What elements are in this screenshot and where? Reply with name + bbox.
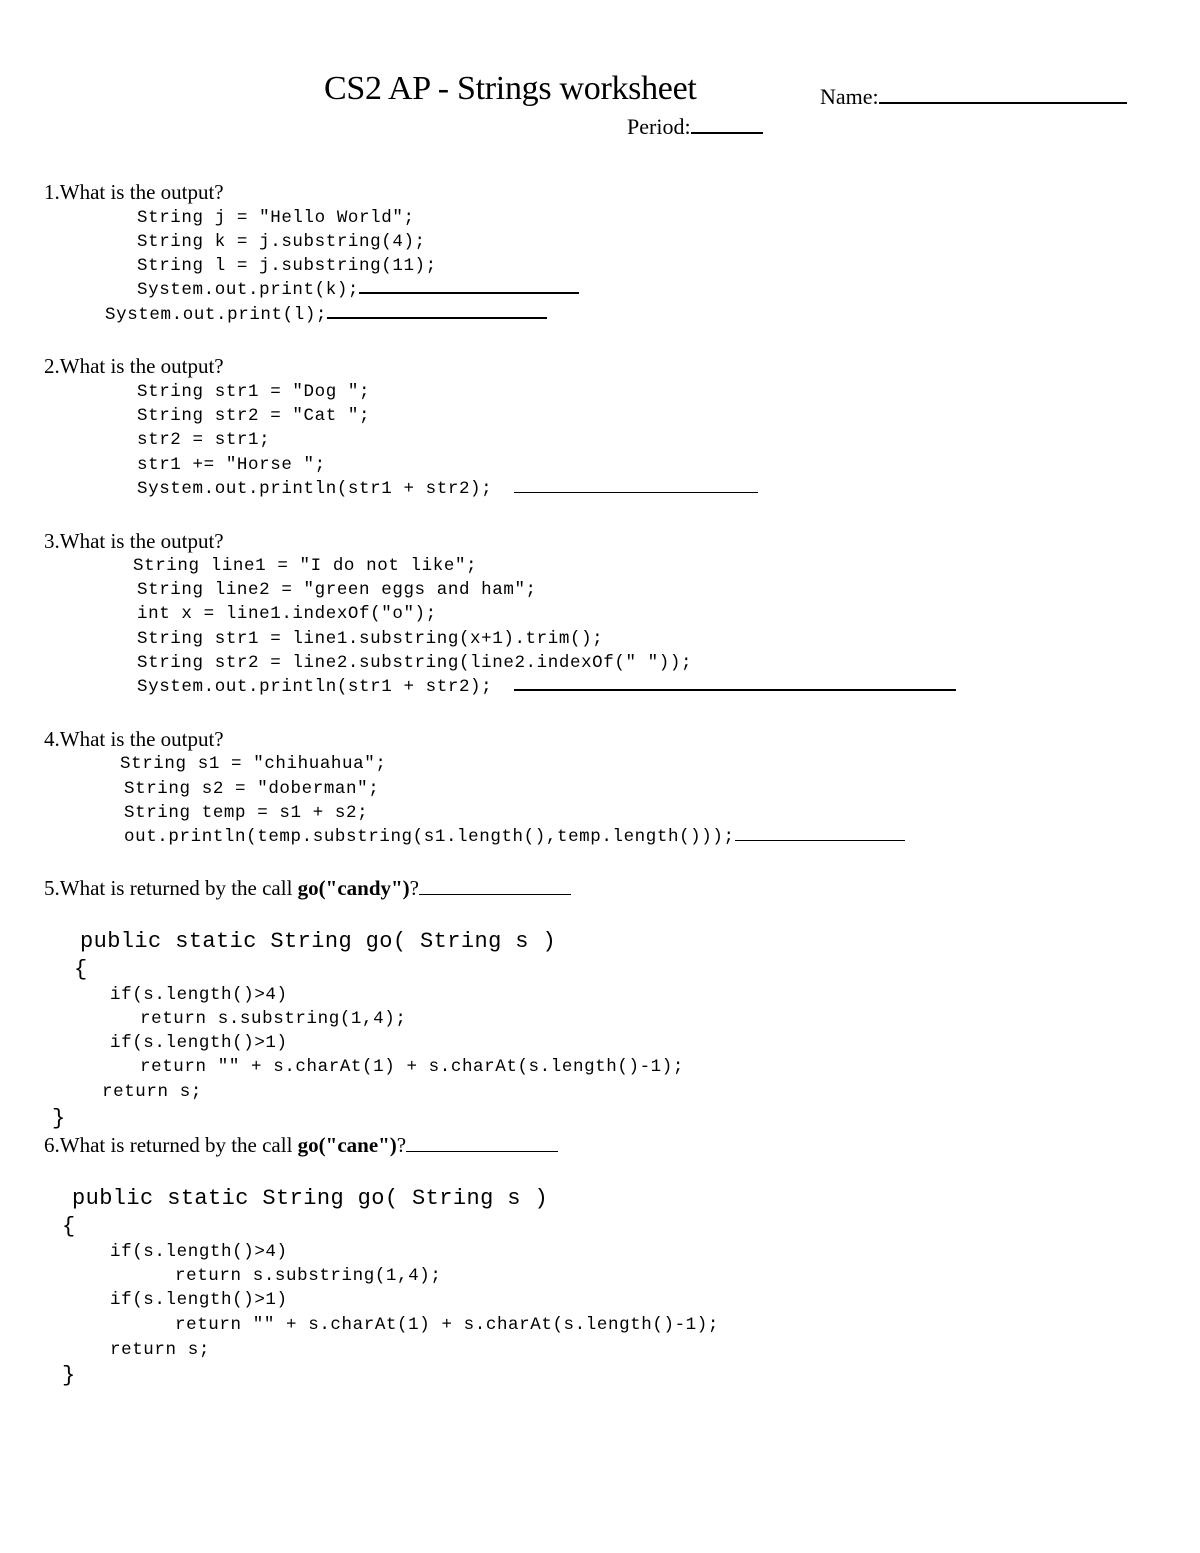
question-4-prompt	[44, 727, 224, 752]
answer-blank[interactable]	[514, 688, 956, 691]
code-line: String temp = s1 + s2;	[124, 803, 369, 823]
code-line: if(s.length()>1)	[110, 1290, 288, 1310]
question-number: 2.	[44, 354, 60, 378]
code-line: if(s.length()>1)	[110, 1033, 288, 1053]
question-2-prompt	[44, 354, 224, 379]
code-line: return "" + s.charAt(1) + s.charAt(s.length()-1);	[140, 1057, 684, 1077]
answer-blank[interactable]	[735, 839, 905, 841]
code-line: }	[52, 1106, 66, 1131]
answer-row	[124, 827, 905, 847]
code-line: int x = line1.indexOf("o");	[137, 604, 437, 624]
code-line: String str1 = line1.substring(x+1).trim();	[137, 629, 604, 649]
code-line: String str2 = line2.substring(line2.indexOf(" "));	[137, 653, 693, 673]
answer-row	[105, 305, 547, 325]
code-line: System.out.print(l);	[105, 305, 328, 325]
code-line: String s2 = "doberman";	[124, 779, 380, 799]
answer-row	[137, 677, 956, 697]
page-title: CS2 AP - Strings worksheet	[324, 70, 697, 107]
code-line: if(s.length()>4)	[110, 985, 288, 1005]
code-line: str1 += "Horse ";	[137, 455, 326, 475]
question-3-prompt	[44, 529, 224, 554]
answer-row	[137, 479, 758, 499]
code-line: str2 = str1;	[137, 430, 271, 450]
question-number: 6.	[44, 1133, 60, 1157]
code-line: return s;	[102, 1082, 202, 1102]
code-line: if(s.length()>4)	[110, 1242, 288, 1262]
code-line: public static String go( String s )	[80, 929, 557, 954]
answer-blank[interactable]	[327, 316, 547, 319]
code-line: return s;	[110, 1340, 210, 1360]
question-5-prompt	[44, 876, 571, 901]
answer-blank[interactable]	[359, 291, 579, 294]
code-line: public static String go( String s )	[72, 1186, 549, 1211]
code-line: String str1 = "Dog ";	[137, 382, 371, 402]
question-text: What is the output?	[59, 180, 224, 204]
answer-blank[interactable]	[406, 1150, 558, 1152]
question-6-prompt	[44, 1133, 558, 1158]
code-line: }	[62, 1363, 76, 1388]
code-line: System.out.print(k);	[137, 280, 360, 300]
name-blank[interactable]	[879, 101, 1127, 104]
question-text: What is the output?	[59, 354, 224, 378]
question-text: What is the output?	[59, 727, 224, 751]
answer-blank[interactable]	[514, 491, 758, 493]
question-mark: ?	[396, 1133, 407, 1157]
code-line: String line1 = "I do not like";	[133, 556, 478, 576]
name-label: Name:	[820, 84, 879, 109]
code-line: System.out.println(str1 + str2);	[137, 677, 493, 697]
code-line: out.println(temp.substring(s1.length(),temp.length()));	[124, 827, 735, 847]
code-line: String k = j.substring(4);	[137, 232, 426, 252]
function-call: go("candy")	[297, 876, 410, 900]
period-blank[interactable]	[691, 131, 763, 134]
name-field[interactable]	[820, 84, 1127, 110]
question-text: What is returned by the call	[59, 1133, 298, 1157]
question-number: 4.	[44, 727, 60, 751]
question-1-prompt	[44, 180, 224, 205]
period-field[interactable]	[627, 114, 763, 140]
question-number: 1.	[44, 180, 60, 204]
period-label: Period:	[627, 114, 691, 139]
code-line: String j = "Hello World";	[137, 208, 415, 228]
answer-row	[137, 280, 579, 300]
code-line: String str2 = "Cat ";	[137, 406, 371, 426]
code-line: String line2 = "green eggs and ham";	[137, 580, 537, 600]
question-number: 3.	[44, 529, 60, 553]
question-number: 5.	[44, 876, 60, 900]
code-line: System.out.println(str1 + str2);	[137, 479, 493, 499]
code-line: {	[62, 1214, 76, 1239]
question-mark: ?	[409, 876, 419, 900]
code-line: String l = j.substring(11);	[137, 256, 437, 276]
question-text: What is the output?	[59, 529, 224, 553]
function-call: go("cane")	[297, 1133, 397, 1157]
answer-blank[interactable]	[419, 893, 571, 895]
code-line: return "" + s.charAt(1) + s.charAt(s.length()-1);	[175, 1315, 719, 1335]
code-line: return s.substring(1,4);	[140, 1009, 407, 1029]
code-line: {	[74, 957, 88, 982]
code-line: String s1 = "chihuahua";	[120, 754, 387, 774]
code-line: return s.substring(1,4);	[175, 1266, 442, 1286]
question-text: What is returned by the call	[59, 876, 298, 900]
